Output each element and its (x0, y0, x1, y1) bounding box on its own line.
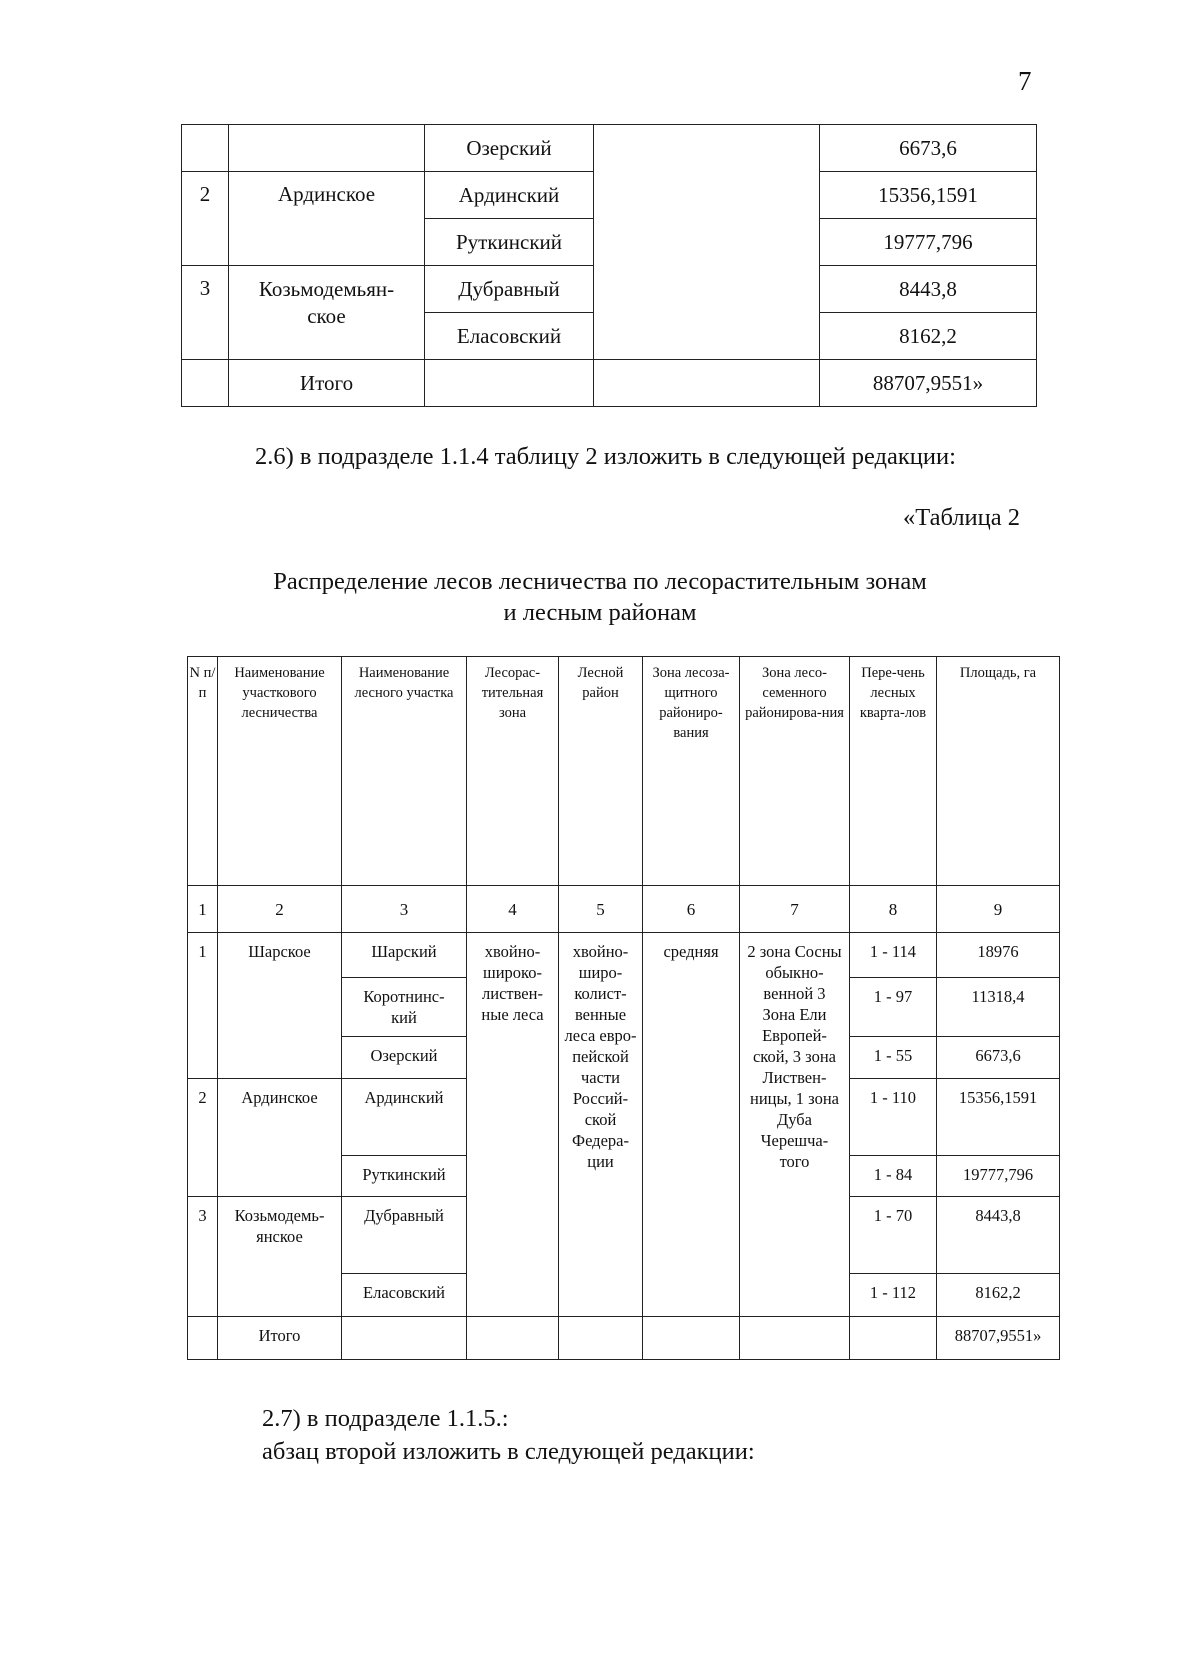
cell-district: Ардинское (229, 172, 425, 266)
col-number: 5 (559, 886, 643, 933)
table-header-row (188, 657, 1060, 886)
header-seed-zone: Зона лесо-семенного районирова-ния (740, 657, 850, 886)
paragraph-abzac: абзац второй изложить в следующей редакции: (262, 1438, 755, 1465)
cell-quarters: 1 - 114 (850, 933, 937, 978)
cell-zone: хвойно-широко-листвен-ные леса (467, 933, 559, 1317)
cell-forest: Дубравный (342, 1197, 467, 1274)
cell-num (182, 125, 229, 172)
table-total-row (182, 360, 1037, 407)
col-number: 7 (740, 886, 850, 933)
table-row (188, 933, 1060, 978)
table-total-row (188, 1317, 1060, 1360)
cell-quarters: 1 - 55 (850, 1037, 937, 1079)
cell-empty (425, 360, 594, 407)
forest-table-continued (181, 124, 1037, 407)
table-caption-line-1: Распределение лесов лесничества по лесорастительным зонам (273, 568, 927, 595)
cell-area: 8443,8 (937, 1197, 1060, 1274)
cell-area: 15356,1591 (937, 1079, 1060, 1156)
col-number: 3 (342, 886, 467, 933)
cell-empty (850, 1317, 937, 1360)
cell-num: 3 (188, 1197, 218, 1317)
col-number: 2 (218, 886, 342, 933)
cell-region: хвойно-широ-колист-венные леса евро-пейской части Россий-ской Федера-ции (559, 933, 643, 1317)
cell-empty (594, 125, 820, 360)
header-protective-zone: Зона лесоза-щитного райониро-вания (643, 657, 740, 886)
cell-empty (342, 1317, 467, 1360)
cell-forest: Еласовский (425, 313, 594, 360)
cell-empty (740, 1317, 850, 1360)
cell-empty (594, 360, 820, 407)
cell-num: 3 (182, 266, 229, 360)
cell-district: Ардинское (218, 1079, 342, 1197)
cell-area: 19777,796 (820, 219, 1037, 266)
cell-quarters: 1 - 112 (850, 1274, 937, 1317)
cell-area: 18976 (937, 933, 1060, 978)
total-label: Итого (218, 1317, 342, 1360)
cell-district: Козьмодемь-янское (218, 1197, 342, 1317)
table-label: «Таблица 2 (903, 504, 1021, 531)
cell-num: 2 (182, 172, 229, 266)
cell-area: 8162,2 (937, 1274, 1060, 1317)
cell-empty (559, 1317, 643, 1360)
cell-num: 2 (188, 1079, 218, 1197)
cell-quarters: 1 - 84 (850, 1156, 937, 1197)
cell-area: 6673,6 (820, 125, 1037, 172)
cell-quarters: 1 - 70 (850, 1197, 937, 1274)
col-number: 8 (850, 886, 937, 933)
cell-forest: Шарский (342, 933, 467, 978)
paragraph-2-7: 2.7) в подразделе 1.1.5.: (262, 1405, 509, 1432)
cell-forest: Еласовский (342, 1274, 467, 1317)
cell-empty (643, 1317, 740, 1360)
cell-area: 8162,2 (820, 313, 1037, 360)
cell-area: 6673,6 (937, 1037, 1060, 1079)
total-area: 88707,9551» (937, 1317, 1060, 1360)
forest-distribution-table (187, 656, 1060, 1360)
paragraph-2-6: 2.6) в подразделе 1.1.4 таблицу 2 изложить в следующей редакции: (255, 443, 956, 470)
cell-quarters: 1 - 97 (850, 978, 937, 1037)
header-region: Лесной район (559, 657, 643, 886)
cell-forest: Озерский (425, 125, 594, 172)
header-area: Площадь, га (937, 657, 1060, 886)
column-number-row (188, 886, 1060, 933)
header-zone: Лесорас-тительная зона (467, 657, 559, 886)
table-caption-line-2: и лесным районам (503, 599, 697, 626)
cell-forest: Озерский (342, 1037, 467, 1079)
cell-area: 15356,1591 (820, 172, 1037, 219)
cell-district: Шарское (218, 933, 342, 1079)
cell-forest: Коротнинс-кий (342, 978, 467, 1037)
cell-seed-zone: 2 зона Сосны обыкно-венной 3 Зона Ели Европей-ской, 3 зона Листвен-ницы, 1 зона Дуба Черешча-того (740, 933, 850, 1317)
total-label: Итого (229, 360, 425, 407)
col-number: 4 (467, 886, 559, 933)
cell-quarters: 1 - 110 (850, 1079, 937, 1156)
header-forest: Наименование лесного участка (342, 657, 467, 886)
cell-district: Козьмодемьян-ское (229, 266, 425, 360)
col-number: 9 (937, 886, 1060, 933)
col-number: 6 (643, 886, 740, 933)
cell-empty (467, 1317, 559, 1360)
cell-forest: Руткинский (425, 219, 594, 266)
cell-forest: Ардинский (342, 1079, 467, 1156)
cell-forest: Ардинский (425, 172, 594, 219)
cell-forest: Дубравный (425, 266, 594, 313)
cell-area: 19777,796 (937, 1156, 1060, 1197)
cell-district (229, 125, 425, 172)
header-quarters: Пере-чень лесных кварта-лов (850, 657, 937, 886)
page-number: 7 (1018, 66, 1032, 96)
cell-protective-zone: средняя (643, 933, 740, 1317)
cell-empty (188, 1317, 218, 1360)
table-row (182, 125, 1037, 172)
cell-num: 1 (188, 933, 218, 1079)
cell-area: 11318,4 (937, 978, 1060, 1037)
header-district: Наименование участкового лесничества (218, 657, 342, 886)
cell-area: 8443,8 (820, 266, 1037, 313)
header-num: N п/ п (188, 657, 218, 886)
cell-forest: Руткинский (342, 1156, 467, 1197)
col-number: 1 (188, 886, 218, 933)
total-area: 88707,9551» (820, 360, 1037, 407)
cell-empty (182, 360, 229, 407)
